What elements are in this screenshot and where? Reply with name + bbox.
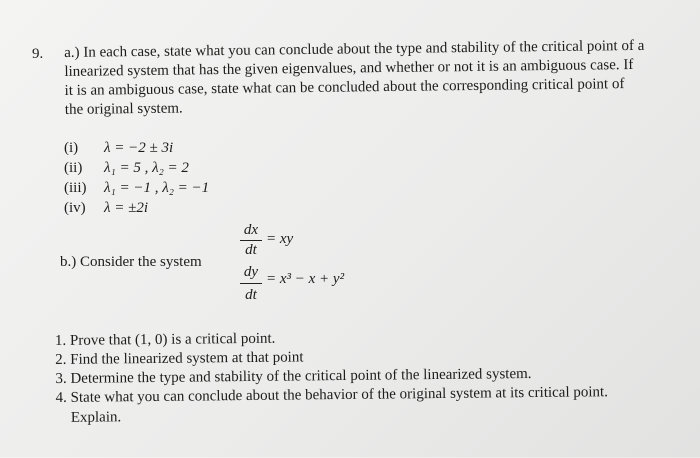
case-expr-ii: λ₁ = 5 , λ₂ = 2	[104, 160, 189, 176]
task-4-continuation: Explain.	[70, 409, 122, 426]
case-expr-iii: λ₁ = −1 , λ₂ = −1	[104, 180, 210, 196]
part-a-line-4: the original system.	[64, 100, 183, 118]
case-label-iv: (iv)	[64, 200, 86, 216]
task-4: 4. State what you can conclude about the behavior of the original system at its critical point.	[55, 384, 609, 406]
eq1-denominator: dt	[245, 242, 257, 258]
case-expr-i: λ = −2 ± 3i	[104, 140, 174, 156]
task-1: 1. Prove that (1, 0) is a critical point.	[54, 330, 276, 349]
part-a-line-2: linearized system that has the given eigenvalues, and whether or not it is an ambiguous case. If	[64, 56, 634, 80]
part-a-line-3: it is an ambiguous case, state what can be concluded about the corresponding critical point of	[64, 76, 625, 99]
part-a-line-1: a.) In each case, state what you can conclude about the type and stability of the critical point of a	[64, 37, 645, 61]
eq2-rhs: = x³ − x + y²	[266, 271, 345, 287]
task-2: 2. Find the linearized system at that point	[55, 349, 304, 368]
task-3: 3. Determine the type and stability of the critical point of the linearized system.	[55, 366, 532, 387]
case-expr-iv: λ = ±2i	[104, 200, 149, 216]
case-label-ii: (ii)	[64, 160, 83, 176]
part-b-intro: b.) Consider the system	[60, 254, 202, 270]
eq2-denominator: dt	[245, 287, 257, 303]
case-label-i: (i)	[64, 140, 79, 156]
problem-number: 9.	[32, 46, 44, 62]
eq1-numerator: dx	[243, 222, 259, 238]
eq1-rhs: = xy	[266, 231, 294, 247]
eq2-numerator: dy	[243, 264, 259, 280]
case-label-iii: (iii)	[64, 180, 87, 196]
